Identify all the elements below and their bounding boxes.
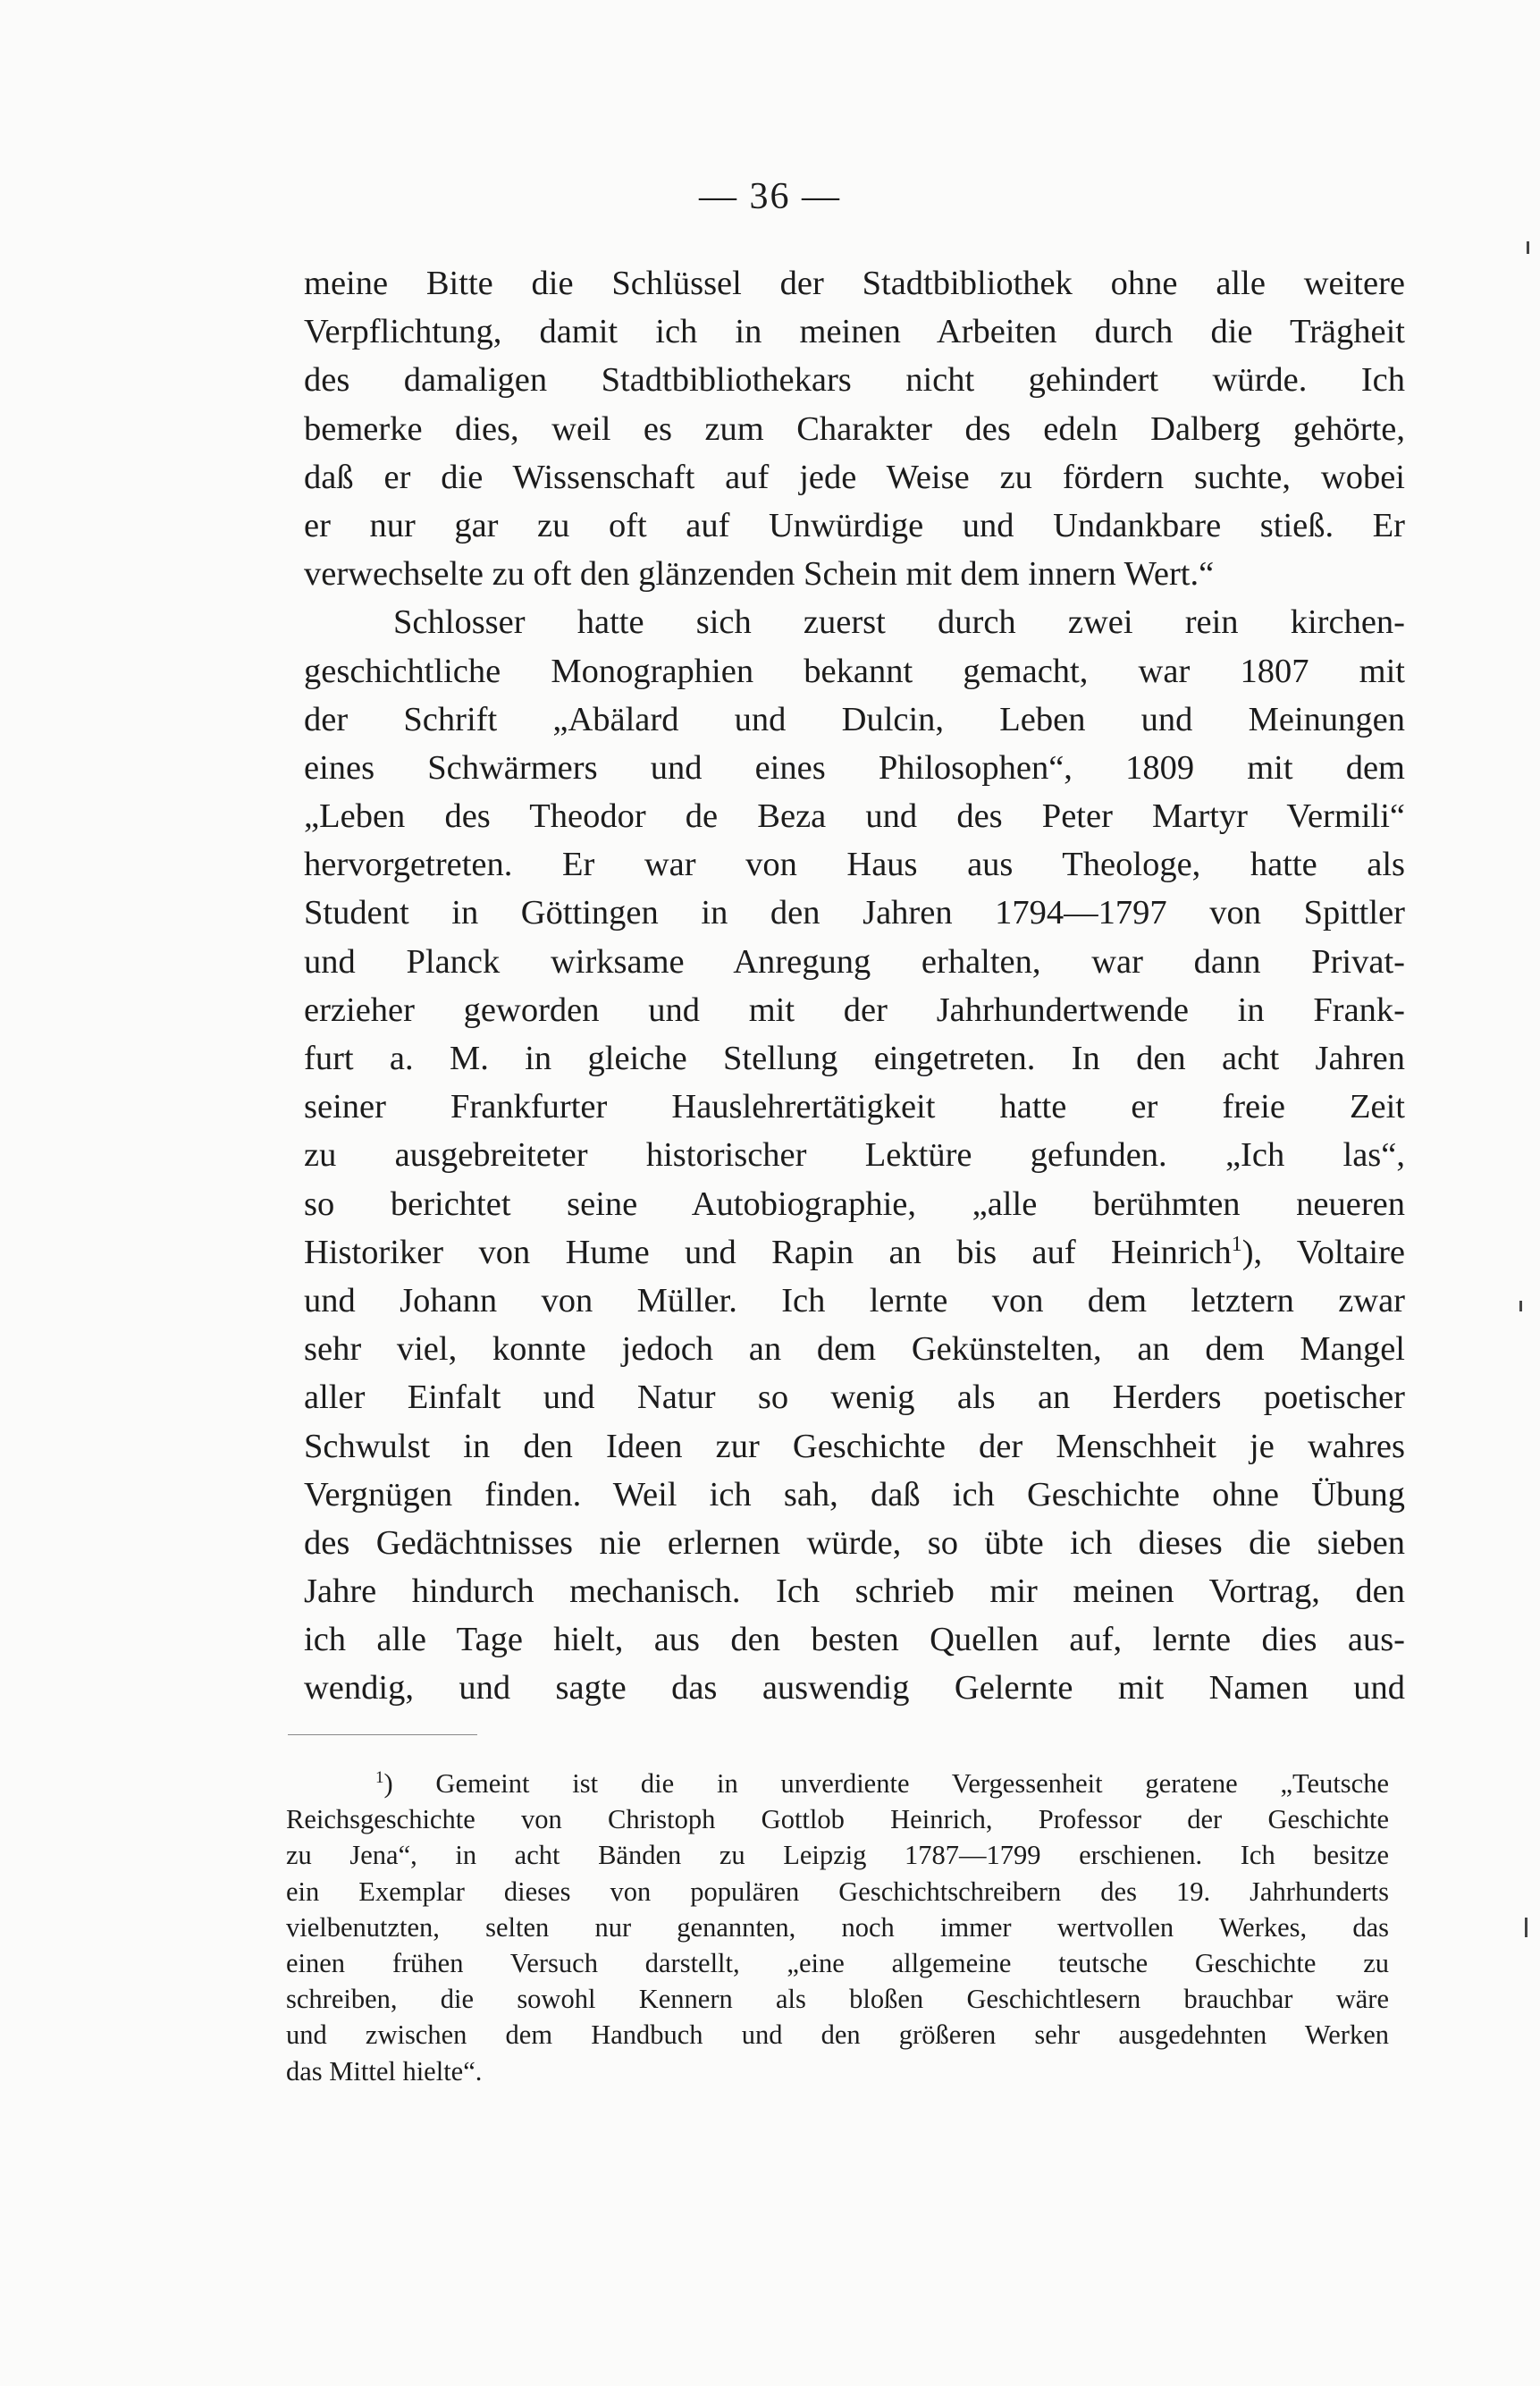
text-line: hervorgetreten. Er war von Haus aus Theologe, hatte als — [304, 846, 1405, 884]
text-line: Jahre hindurch mechanisch. Ich schrieb mir meinen Vortrag, den — [304, 1572, 1405, 1611]
text-line: eines Schwärmers und eines Philosophen“, 1809 mit dem — [304, 748, 1405, 787]
text-line: Verpflichtung, damit ich in meinen Arbeiten durch die Trägheit — [304, 313, 1405, 351]
text-line: verwechselte zu oft den glänzenden Schein mit dem innern Wert.“ — [304, 555, 1215, 594]
footnote-line: schreiben, die sowohl Kennern als bloßen Geschichtlesern brauchbar wäre — [286, 1984, 1389, 2015]
text-segment: Historiker von Hume und Rapin an bis auf Heinrich — [304, 1233, 1232, 1271]
text-line: Student in Göttingen in den Jahren 1794—1797 von Spittler — [304, 894, 1405, 932]
text-line: so berichtet seine Autobiographie, „alle berühmten neueren — [304, 1185, 1405, 1223]
text-line: Vergnügen finden. Weil ich sah, daß ich Geschichte ohne Übung — [304, 1475, 1405, 1513]
footnote-line: das Mittel hielte“. — [286, 2055, 483, 2087]
text-line: geschichtliche Monographien bekannt gemacht, war 1807 mit — [304, 652, 1405, 690]
text-line: Schwulst in den Ideen zur Geschichte der Menschheit je wahres — [304, 1427, 1405, 1465]
text-segment: ), Voltaire — [1241, 1233, 1405, 1271]
text-line: Schlosser hatte sich zuerst durch zwei rein kirchen- — [393, 603, 1405, 642]
text-line: und Planck wirksame Anregung erhalten, war dann Privat- — [304, 942, 1405, 981]
text-line: erzieher geworden und mit der Jahrhundertwende in Frank- — [304, 991, 1405, 1029]
text-line: und Johann von Müller. Ich lernte von dem letztern zwar — [304, 1281, 1405, 1319]
text-line: meine Bitte die Schlüssel der Stadtbibliothek ohne alle weitere — [304, 265, 1405, 302]
text-line: der Schrift „Abälard und Dulcin, Leben und Meinungen — [304, 700, 1405, 738]
text-line: ich alle Tage hielt, aus den besten Quellen auf, lernte dies aus- — [304, 1621, 1405, 1659]
text-line: des damaligen Stadtbibliothekars nicht gehindert würde. Ich — [304, 361, 1405, 400]
text-line: daß er die Wissenschaft auf jede Weise zu fördern suchte, wobei — [304, 458, 1405, 496]
footnote-line: einen frühen Versuch darstellt, „eine allgemeine teutsche Geschichte zu — [286, 1947, 1389, 1978]
page-number: — 36 — — [699, 176, 841, 217]
text-segment: ) Gemeint ist die in unverdiente Vergessenheit geratene „Teutsche — [383, 1768, 1389, 1799]
footnote-marker: 1 — [375, 1767, 384, 1787]
scan-edge-mark — [1519, 1301, 1522, 1311]
main-text — [304, 259, 1405, 1713]
text-line: bemerke dies, weil es zum Charakter des edeln Dalberg gehörte, — [304, 409, 1405, 448]
text-line: furt a. M. in gleiche Stellung eingetreten. In den acht Jahren — [304, 1040, 1405, 1077]
text-line: aller Einfalt und Natur so wenig als an Herders poetischer — [304, 1378, 1405, 1417]
text-line: des Gedächtnisses nie erlernen würde, so übte ich dieses die sieben — [304, 1523, 1405, 1562]
footnote-block — [286, 1766, 1389, 2089]
footnote-divider — [288, 1734, 477, 1735]
text-line: seiner Frankfurter Hauslehrertätigkeit hatte er freie Zeit — [304, 1088, 1405, 1126]
text-line: sehr viel, konnte jedoch an dem Gekünstelten, an dem Mangel — [304, 1330, 1405, 1369]
text-line: zu ausgebreiteter historischer Lektüre gefunden. „Ich las“, — [304, 1136, 1405, 1175]
footnote-line — [286, 1766, 1389, 1801]
footnote-line: Reichsgeschichte von Christoph Gottlob Heinrich, Professor der Geschichte — [286, 1804, 1389, 1835]
footnote-line: ein Exemplar dieses von populären Geschichtschreibern des 19. Jahrhunderts — [286, 1876, 1389, 1907]
footnote-line: und zwischen dem Handbuch und den größeren sehr ausgedehnten Werken — [286, 2019, 1389, 2051]
text-line: „Leben des Theodor de Beza und des Peter Martyr Vermili“ — [304, 797, 1405, 836]
footnote-line: vielbenutzten, selten nur genannten, noch immer wertvollen Werkes, das — [286, 1911, 1389, 1943]
scan-edge-mark — [1527, 241, 1529, 254]
footnote-line: zu Jena“, in acht Bänden zu Leipzig 1787—1799 erschienen. Ich besitze — [286, 1840, 1389, 1871]
footnote-reference[interactable]: 1 — [1231, 1232, 1242, 1256]
text-line: wendig, und sagte das auswendig Gelernte mit Namen und — [304, 1669, 1405, 1707]
text-line-with-footnote-ref — [304, 1228, 1405, 1277]
scan-edge-mark — [1525, 1918, 1527, 1937]
text-line: er nur gar zu oft auf Unwürdige und Undankbare stieß. Er — [304, 506, 1405, 544]
